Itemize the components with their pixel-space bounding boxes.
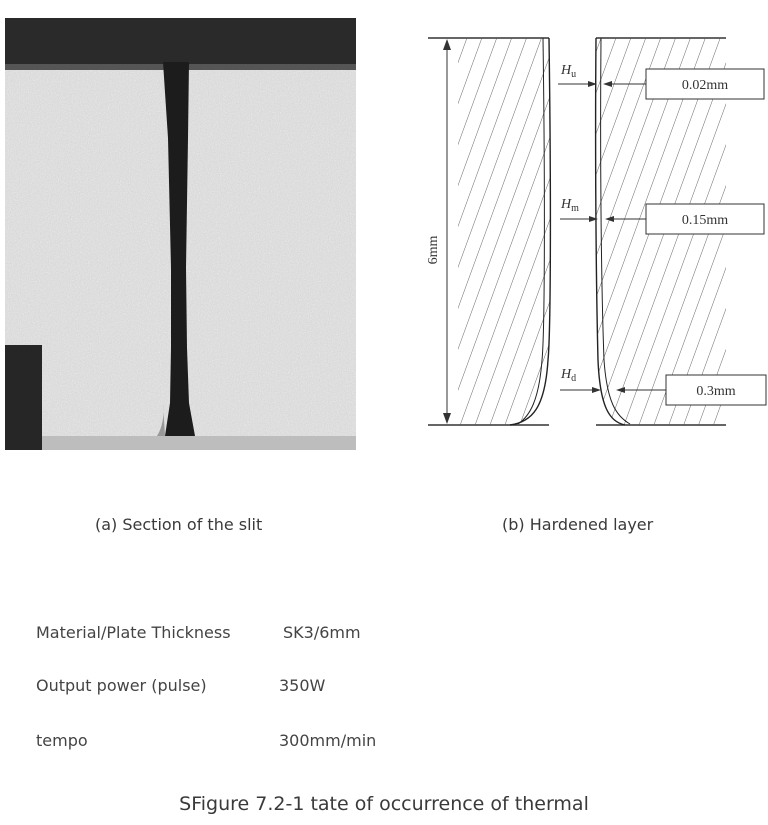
slit-section-photo <box>5 18 356 450</box>
value-hd: 0.3mm <box>696 384 736 399</box>
param-value-material: SK3/6mm <box>283 623 361 642</box>
value-hm: 0.15mm <box>681 213 729 228</box>
figure-title: SFigure 7.2-1 tate of occurrence of thermal <box>179 793 589 815</box>
left-plate <box>458 38 553 425</box>
param-label-power: Output power (pulse) <box>36 676 207 695</box>
label-hd: $H_d$ <box>561 367 577 384</box>
param-value-power: 350W <box>279 676 326 695</box>
photo-corner-block <box>5 345 42 450</box>
hardened-layer-diagram <box>410 30 768 440</box>
param-label-tempo: tempo <box>36 731 88 750</box>
photo-top-band <box>5 18 356 68</box>
value-hu: 0.02mm <box>681 78 729 93</box>
thickness-dimension <box>443 39 451 424</box>
photo-caption: (a) Section of the slit <box>95 515 263 534</box>
label-hm: $H_m$ <box>561 197 579 214</box>
thickness-label: 6mm <box>426 235 441 265</box>
diagram-caption: (b) Hardened layer <box>502 515 654 534</box>
label-hu: $H_u$ <box>561 63 577 80</box>
param-label-material: Material/Plate Thickness <box>36 623 231 642</box>
param-value-tempo: 300mm/min <box>279 731 377 750</box>
